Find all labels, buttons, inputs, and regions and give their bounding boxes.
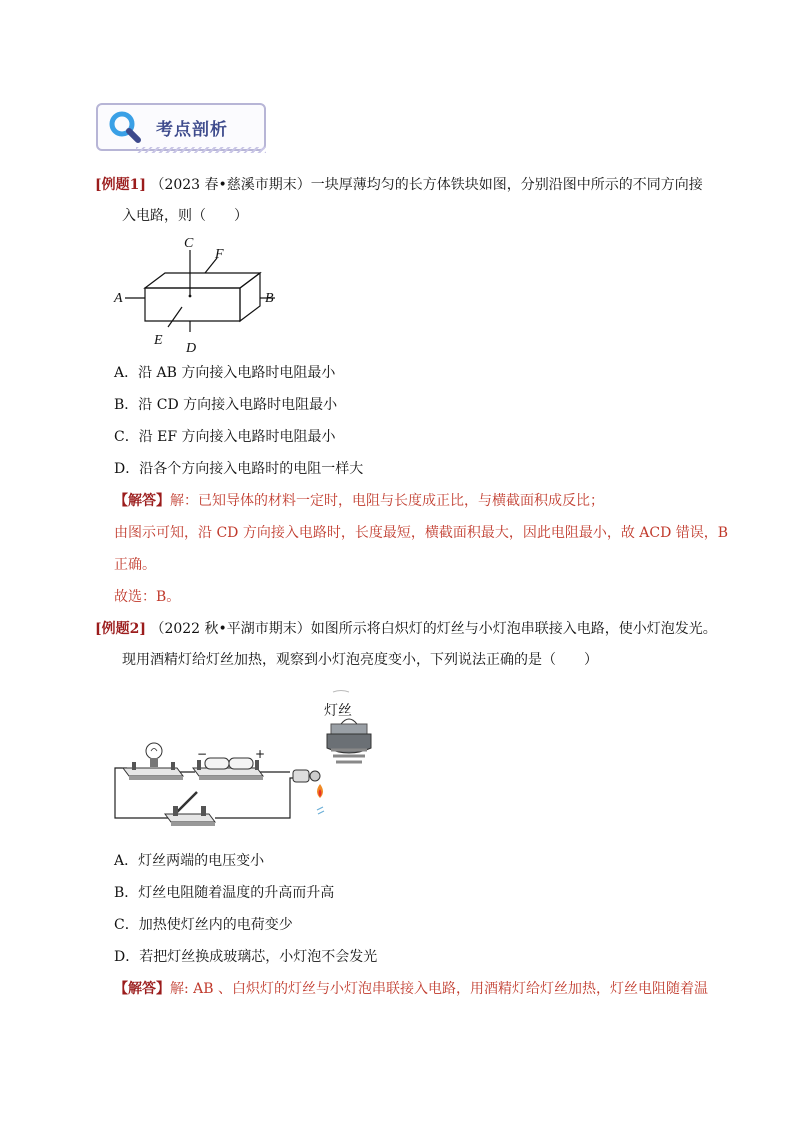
- label-d: D: [186, 341, 197, 356]
- cuboid-figure: [110, 232, 290, 357]
- example1-option-b: B．沿 CD 方向接入电路时电阻最小: [114, 397, 338, 413]
- example2-line1: [95, 619, 717, 639]
- search-icon: [108, 110, 142, 144]
- example1-option-a: A．沿 AB 方向接入电路时电阻最小: [114, 365, 336, 381]
- filament-holder: [293, 770, 320, 782]
- example2-answer-tag: 【解答】: [114, 981, 170, 997]
- section-banner: [96, 103, 266, 151]
- label-e: E: [154, 333, 163, 348]
- example1-answer-tag: 【解答】: [114, 493, 170, 509]
- label-a: A: [114, 291, 123, 306]
- example2-option-d: D．若把灯丝换成玻璃芯，小灯泡不会发光: [114, 949, 378, 965]
- example1-source: （2023 春•慈溪市期末）: [150, 177, 311, 193]
- example1-question-l1: 一块厚薄均匀的长方体铁块如图，分别沿图中所示的不同方向接: [310, 177, 703, 193]
- banner-hatch: [136, 147, 266, 153]
- battery-holder: [193, 758, 263, 780]
- filament-label: 灯丝: [324, 703, 352, 719]
- example1-question-l2: 入电路，则（ ）: [122, 208, 248, 224]
- example1-option-c: C．沿 EF 方向接入电路时电阻最小: [114, 429, 336, 445]
- example1-option-d: D．沿各个方向接入电路时的电阻一样大: [114, 461, 364, 477]
- battery-minus: −: [197, 747, 208, 761]
- label-b: B: [265, 291, 274, 306]
- lamp-board: [123, 743, 183, 780]
- example1-answer-l3: 正确。: [114, 557, 156, 573]
- example1-answer-l2: 由图示可知，沿 CD 方向接入电路时，长度最短，横截面积最大，因此电阻最小，故 ACD 错误，B: [114, 525, 729, 541]
- example2-answer-l1: [114, 979, 708, 999]
- example2-question-l1: 如图所示将白炽灯的灯丝与小灯泡串联接入电路，使小灯泡发光。: [310, 621, 717, 637]
- example2-answer-text: 解: AB 、白炽灯的灯丝与小灯泡串联接入电路，用酒精灯给灯丝加热，灯丝电阻随着温: [170, 981, 709, 997]
- alcohol-lamp-flame: [317, 784, 324, 814]
- example1-answer-text: 解：已知导体的材料一定时，电阻与长度成正比，与横截面积成反比；: [170, 493, 604, 509]
- circuit-figure: [105, 688, 395, 838]
- example1-answer-l1: [114, 491, 604, 511]
- banner-title: 考点剖析: [156, 120, 228, 140]
- example2-source: （2022 秋•平湖市期末）: [150, 621, 311, 637]
- knife-switch: [165, 792, 215, 826]
- example2-option-c: C．加热使灯丝内的电荷变少: [114, 917, 293, 933]
- example2-tag: [例题2]: [95, 621, 146, 637]
- example2-question-l2: 现用酒精灯给灯丝加热，观察到小灯泡亮度变小，下列说法正确的是（ ）: [122, 652, 598, 668]
- filament-bulb-closeup: [327, 691, 371, 763]
- example1-final: 故选：B。: [114, 589, 181, 605]
- example2-option-b: B．灯丝电阻随着温度的升高而升高: [114, 885, 335, 901]
- example2-option-a: A．灯丝两端的电压变小: [114, 853, 265, 869]
- label-c: C: [184, 236, 194, 251]
- label-f: F: [215, 247, 224, 262]
- example1-tag: [例题1]: [95, 177, 146, 193]
- battery-plus: +: [255, 747, 266, 761]
- example1-line1: [95, 175, 703, 195]
